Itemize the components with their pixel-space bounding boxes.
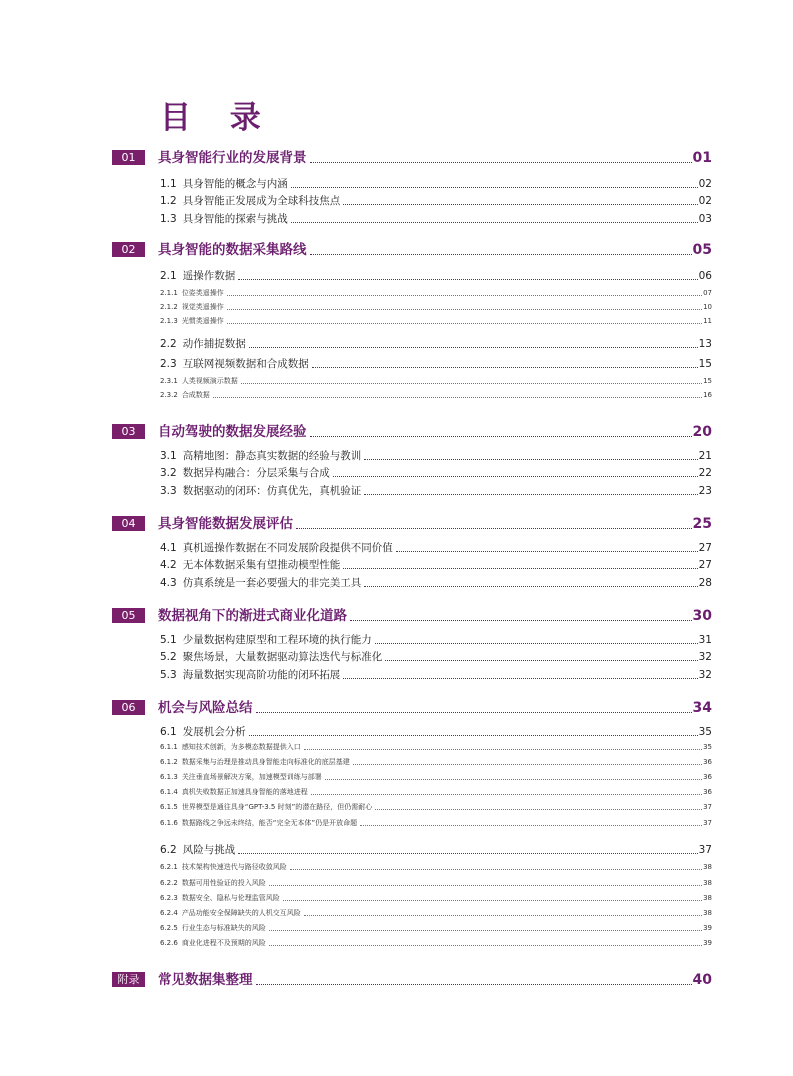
section-page-number: 11 xyxy=(703,317,712,325)
section-page-number: 13 xyxy=(698,338,712,350)
toc-section-entry[interactable] xyxy=(160,176,712,192)
dot-leader xyxy=(310,161,692,163)
dot-leader xyxy=(385,659,697,661)
section-page-number: 16 xyxy=(703,391,712,399)
chapter-title: 具身智能的数据采集路线 xyxy=(158,242,307,258)
section-text: 感知技术创新，为多模态数据提供入口 xyxy=(181,743,301,751)
section-number: 5.2 xyxy=(160,651,177,663)
chapter-title: 具身智能数据发展评估 xyxy=(158,516,293,532)
section-title xyxy=(160,893,282,903)
section-text: 视觉类遥操作 xyxy=(181,303,224,311)
dot-leader xyxy=(290,868,702,870)
section-page-number: 15 xyxy=(698,358,712,370)
section-title xyxy=(160,302,226,312)
dot-leader xyxy=(353,763,702,765)
section-text: 技术架构快速迭代与路径收敛风险 xyxy=(181,863,287,871)
section-title xyxy=(160,337,248,352)
section-page-number: 21 xyxy=(698,450,712,462)
section-title xyxy=(160,923,268,933)
section-page-number: 37 xyxy=(703,819,712,827)
toc-section-entry[interactable] xyxy=(160,465,712,481)
chapter-page-number: 20 xyxy=(692,424,712,440)
section-number: 4.3 xyxy=(160,577,177,589)
chapter-number-badge: 05 xyxy=(112,608,145,623)
section-page-number: 31 xyxy=(698,634,712,646)
toc-chapter-entry[interactable] xyxy=(112,968,712,990)
dot-leader xyxy=(238,278,697,280)
dot-leader xyxy=(375,808,702,810)
toc-subsection-entry[interactable] xyxy=(160,891,712,903)
chapter-title: 数据视角下的渐进式商业化道路 xyxy=(158,608,347,624)
dot-leader xyxy=(310,435,692,437)
section-page-number: 10 xyxy=(703,303,712,311)
dot-leader xyxy=(213,396,702,398)
dot-leader xyxy=(364,493,697,495)
section-page-number: 39 xyxy=(703,924,712,932)
section-text: 产品功能安全保障缺失的人机交互风险 xyxy=(181,909,301,917)
section-page-number: 37 xyxy=(698,844,712,856)
toc-section-entry[interactable] xyxy=(160,540,712,556)
chapter-number-badge: 01 xyxy=(112,150,145,165)
chapter-number-badge: 04 xyxy=(112,516,145,531)
section-title xyxy=(160,316,226,326)
section-number: 6.1.4 xyxy=(160,788,178,796)
section-number: 6.1.5 xyxy=(160,803,178,811)
dot-leader xyxy=(304,748,702,750)
section-text: 具身智能的探索与挑战 xyxy=(182,213,288,225)
section-page-number: 23 xyxy=(698,485,712,497)
dot-leader xyxy=(227,294,702,296)
dot-leader xyxy=(375,642,698,644)
section-text: 位姿类遥操作 xyxy=(181,289,224,297)
section-page-number: 39 xyxy=(703,939,712,947)
section-title xyxy=(160,650,384,665)
section-number: 2.1.3 xyxy=(160,317,178,325)
dot-leader xyxy=(291,221,698,223)
chapter-page-number: 34 xyxy=(692,700,712,716)
dot-leader xyxy=(269,929,702,931)
section-number: 6.2.2 xyxy=(160,879,178,887)
section-number: 2.1 xyxy=(160,270,177,282)
dot-leader xyxy=(360,824,702,826)
section-page-number: 36 xyxy=(703,773,712,781)
section-page-number: 27 xyxy=(698,559,712,571)
chapter-number-badge: 03 xyxy=(112,424,145,439)
section-page-number: 28 xyxy=(698,577,712,589)
toc-subsection-entry[interactable] xyxy=(160,374,712,386)
dot-leader xyxy=(238,852,697,854)
toc-section-entry[interactable] xyxy=(160,724,712,740)
section-text: 风险与挑战 xyxy=(182,844,236,856)
toc-chapter-entry[interactable] xyxy=(112,696,712,718)
dot-leader xyxy=(310,253,692,255)
section-number: 1.3 xyxy=(160,213,177,225)
section-title xyxy=(160,212,290,227)
section-number: 1.2 xyxy=(160,195,177,207)
chapter-page-number: 40 xyxy=(692,972,712,988)
section-number: 6.1.1 xyxy=(160,743,178,751)
section-text: 数据采集与治理是推动具身智能走向标准化的底层基建 xyxy=(181,758,350,766)
section-title xyxy=(160,558,342,573)
section-title xyxy=(160,938,268,948)
toc-section-entry[interactable] xyxy=(160,356,712,372)
dot-leader xyxy=(291,186,698,188)
section-number: 2.1.1 xyxy=(160,289,178,297)
toc-section-entry[interactable] xyxy=(160,448,712,464)
section-title xyxy=(160,668,342,683)
section-text: 无本体数据采集有望推动模型性能 xyxy=(182,559,341,571)
section-text: 数据安全、隐私与伦理监管风险 xyxy=(181,894,280,902)
dot-leader xyxy=(364,458,697,460)
section-text: 具身智能正发展成为全球科技焦点 xyxy=(182,195,341,207)
section-page-number: 38 xyxy=(703,909,712,917)
section-text: 遥操作数据 xyxy=(182,270,236,282)
section-title xyxy=(160,288,226,298)
dot-leader xyxy=(249,734,698,736)
toc-section-entry[interactable] xyxy=(160,632,712,648)
toc-chapter-entry[interactable] xyxy=(112,238,712,260)
section-number: 6.2.5 xyxy=(160,924,178,932)
section-text: 聚焦场景，大量数据驱动算法迭代与标准化 xyxy=(182,651,383,663)
section-page-number: 38 xyxy=(703,879,712,887)
section-text: 仿真系统是一套必要强大的非完美工具 xyxy=(182,577,362,589)
section-title xyxy=(160,541,395,556)
section-page-number: 36 xyxy=(703,788,712,796)
chapter-number-badge: 附录 xyxy=(112,972,145,987)
dot-leader xyxy=(364,585,697,587)
dot-leader xyxy=(312,366,698,368)
section-page-number: 03 xyxy=(698,213,712,225)
toc-section-entry[interactable] xyxy=(160,336,712,352)
section-text: 真机失败数据正加速具身智能的落地进程 xyxy=(181,788,308,796)
section-text: 少量数据构建原型和工程环境的执行能力 xyxy=(182,634,372,646)
chapter-title: 具身智能行业的发展背景 xyxy=(158,150,307,166)
section-title xyxy=(160,908,303,918)
section-text: 动作捕捉数据 xyxy=(182,338,246,350)
section-text: 数据可用性验证的投入风险 xyxy=(181,879,266,887)
section-title xyxy=(160,466,332,481)
toc-chapter-entry[interactable] xyxy=(112,420,712,442)
toc-subsection-entry[interactable] xyxy=(160,740,712,752)
dot-leader xyxy=(350,619,692,621)
toc-section-entry[interactable] xyxy=(160,667,712,683)
toc-subsection-entry[interactable] xyxy=(160,755,712,767)
section-number: 3.2 xyxy=(160,467,177,479)
dot-leader xyxy=(304,914,702,916)
toc-subsection-entry[interactable] xyxy=(160,906,712,918)
dot-leader xyxy=(227,322,702,324)
section-number: 2.2 xyxy=(160,338,177,350)
section-number: 6.2.1 xyxy=(160,863,178,871)
section-number: 6.1.2 xyxy=(160,758,178,766)
section-text: 行业生态与标准缺失的风险 xyxy=(181,924,266,932)
section-number: 6.2.3 xyxy=(160,894,178,902)
chapter-number-badge: 06 xyxy=(112,700,145,715)
dot-leader xyxy=(343,677,697,679)
dot-leader xyxy=(249,346,698,348)
section-number: 2.1.2 xyxy=(160,303,178,311)
chapter-title: 自动驾驶的数据发展经验 xyxy=(158,424,307,440)
toc-chapter-entry[interactable] xyxy=(112,604,712,626)
section-number: 6.1.3 xyxy=(160,773,178,781)
toc-chapter-entry[interactable] xyxy=(112,146,712,168)
toc-section-entry[interactable] xyxy=(160,649,712,665)
section-title xyxy=(160,725,248,740)
chapter-title: 常见数据集整理 xyxy=(158,972,253,988)
section-title xyxy=(160,449,363,464)
dot-leader xyxy=(256,711,692,713)
section-text: 具身智能的概念与内涵 xyxy=(182,178,288,190)
section-title xyxy=(160,376,240,386)
section-number: 2.3 xyxy=(160,358,177,370)
section-title xyxy=(160,357,311,372)
toc-subsection-entry[interactable] xyxy=(160,816,712,828)
toc-subsection-entry[interactable] xyxy=(160,300,712,312)
section-title xyxy=(160,576,363,591)
section-text: 关注垂直场景解决方案，加速模型训练与部署 xyxy=(181,773,322,781)
section-number: 6.2.4 xyxy=(160,909,178,917)
toc-subsection-entry[interactable] xyxy=(160,800,712,812)
section-number: 6.1.6 xyxy=(160,819,178,827)
section-page-number: 32 xyxy=(698,669,712,681)
toc-section-entry[interactable] xyxy=(160,842,712,858)
toc-subsection-entry[interactable] xyxy=(160,314,712,326)
section-number: 6.2 xyxy=(160,844,177,856)
section-title xyxy=(160,742,303,752)
section-page-number: 38 xyxy=(703,863,712,871)
section-text: 光惯类遥操作 xyxy=(181,317,224,325)
toc-subsection-entry[interactable] xyxy=(160,286,712,298)
toc-section-entry[interactable] xyxy=(160,193,712,209)
section-number: 4.2 xyxy=(160,559,177,571)
section-text: 发展机会分析 xyxy=(182,726,246,738)
dot-leader xyxy=(256,983,692,985)
section-title xyxy=(160,484,363,499)
chapter-page-number: 05 xyxy=(692,242,712,258)
section-title xyxy=(160,862,289,872)
toc-subsection-entry[interactable] xyxy=(160,785,712,797)
section-number: 2.3.1 xyxy=(160,377,178,385)
dot-leader xyxy=(269,944,702,946)
section-title xyxy=(160,757,352,767)
section-page-number: 35 xyxy=(698,726,712,738)
section-page-number: 02 xyxy=(698,195,712,207)
toc-subsection-entry[interactable] xyxy=(160,860,712,872)
dot-leader xyxy=(311,793,702,795)
dot-leader xyxy=(241,382,702,384)
section-title xyxy=(160,772,324,782)
section-text: 高精地图：静态真实数据的经验与教训 xyxy=(182,450,362,462)
section-page-number: 35 xyxy=(703,743,712,751)
section-text: 真机遥操作数据在不同发展阶段提供不同价值 xyxy=(182,542,393,554)
dot-leader xyxy=(227,308,702,310)
dot-leader xyxy=(343,567,697,569)
toc-section-entry[interactable] xyxy=(160,268,712,284)
section-page-number: 27 xyxy=(698,542,712,554)
section-text: 海量数据实现高阶功能的闭环拓展 xyxy=(182,669,341,681)
section-page-number: 22 xyxy=(698,467,712,479)
chapter-page-number: 25 xyxy=(692,516,712,532)
dot-leader xyxy=(296,527,692,529)
section-number: 5.1 xyxy=(160,634,177,646)
section-page-number: 15 xyxy=(703,377,712,385)
section-title xyxy=(160,818,359,828)
chapter-page-number: 01 xyxy=(692,150,712,166)
section-number: 3.1 xyxy=(160,450,177,462)
section-title xyxy=(160,843,237,858)
section-page-number: 07 xyxy=(703,289,712,297)
section-number: 6.2.6 xyxy=(160,939,178,947)
section-number: 6.1 xyxy=(160,726,177,738)
section-text: 数据路线之争远未终结，能否“完全无本体”仍是开放命题 xyxy=(181,819,358,827)
dot-leader xyxy=(269,884,702,886)
chapter-number-badge: 02 xyxy=(112,242,145,257)
section-text: 合成数据 xyxy=(181,391,210,399)
chapter-page-number: 30 xyxy=(692,608,712,624)
section-title xyxy=(160,177,290,192)
section-text: 人类视频演示数据 xyxy=(181,377,238,385)
section-number: 1.1 xyxy=(160,178,177,190)
section-page-number: 37 xyxy=(703,803,712,811)
toc-subsection-entry[interactable] xyxy=(160,388,712,400)
section-text: 商业化进程不及预期的风险 xyxy=(181,939,266,947)
toc-subsection-entry[interactable] xyxy=(160,936,712,948)
section-title xyxy=(160,633,374,648)
section-number: 2.3.2 xyxy=(160,391,178,399)
toc-chapter-entry[interactable] xyxy=(112,512,712,534)
section-title xyxy=(160,802,374,812)
section-page-number: 02 xyxy=(698,178,712,190)
section-number: 4.1 xyxy=(160,542,177,554)
section-number: 3.3 xyxy=(160,485,177,497)
section-title xyxy=(160,269,237,284)
dot-leader xyxy=(396,550,698,552)
section-page-number: 38 xyxy=(703,894,712,902)
section-text: 数据异构融合：分层采集与合成 xyxy=(182,467,330,479)
toc-section-entry[interactable] xyxy=(160,483,712,499)
section-text: 数据驱动的闭环：仿真优先，真机验证 xyxy=(182,485,362,497)
section-title xyxy=(160,878,268,888)
section-text: 互联网视频数据和合成数据 xyxy=(182,358,309,370)
toc-section-entry[interactable] xyxy=(160,211,712,227)
toc-section-entry[interactable] xyxy=(160,575,712,591)
chapter-title: 机会与风险总结 xyxy=(158,700,253,716)
dot-leader xyxy=(343,203,697,205)
dot-leader xyxy=(325,778,702,780)
section-number: 5.3 xyxy=(160,669,177,681)
section-text: 世界模型是通往具身“GPT-3.5 时刻”的潜在路径，但仍需耐心 xyxy=(181,803,373,811)
section-page-number: 06 xyxy=(698,270,712,282)
toc-subsection-entry[interactable] xyxy=(160,770,712,782)
section-page-number: 32 xyxy=(698,651,712,663)
dot-leader xyxy=(333,475,698,477)
dot-leader xyxy=(283,899,702,901)
section-title xyxy=(160,787,310,797)
section-title xyxy=(160,194,342,209)
toc-subsection-entry[interactable] xyxy=(160,921,712,933)
section-title xyxy=(160,390,212,400)
toc-subsection-entry[interactable] xyxy=(160,876,712,888)
section-page-number: 36 xyxy=(703,758,712,766)
page-title: 目 录 xyxy=(160,100,275,136)
toc-section-entry[interactable] xyxy=(160,557,712,573)
